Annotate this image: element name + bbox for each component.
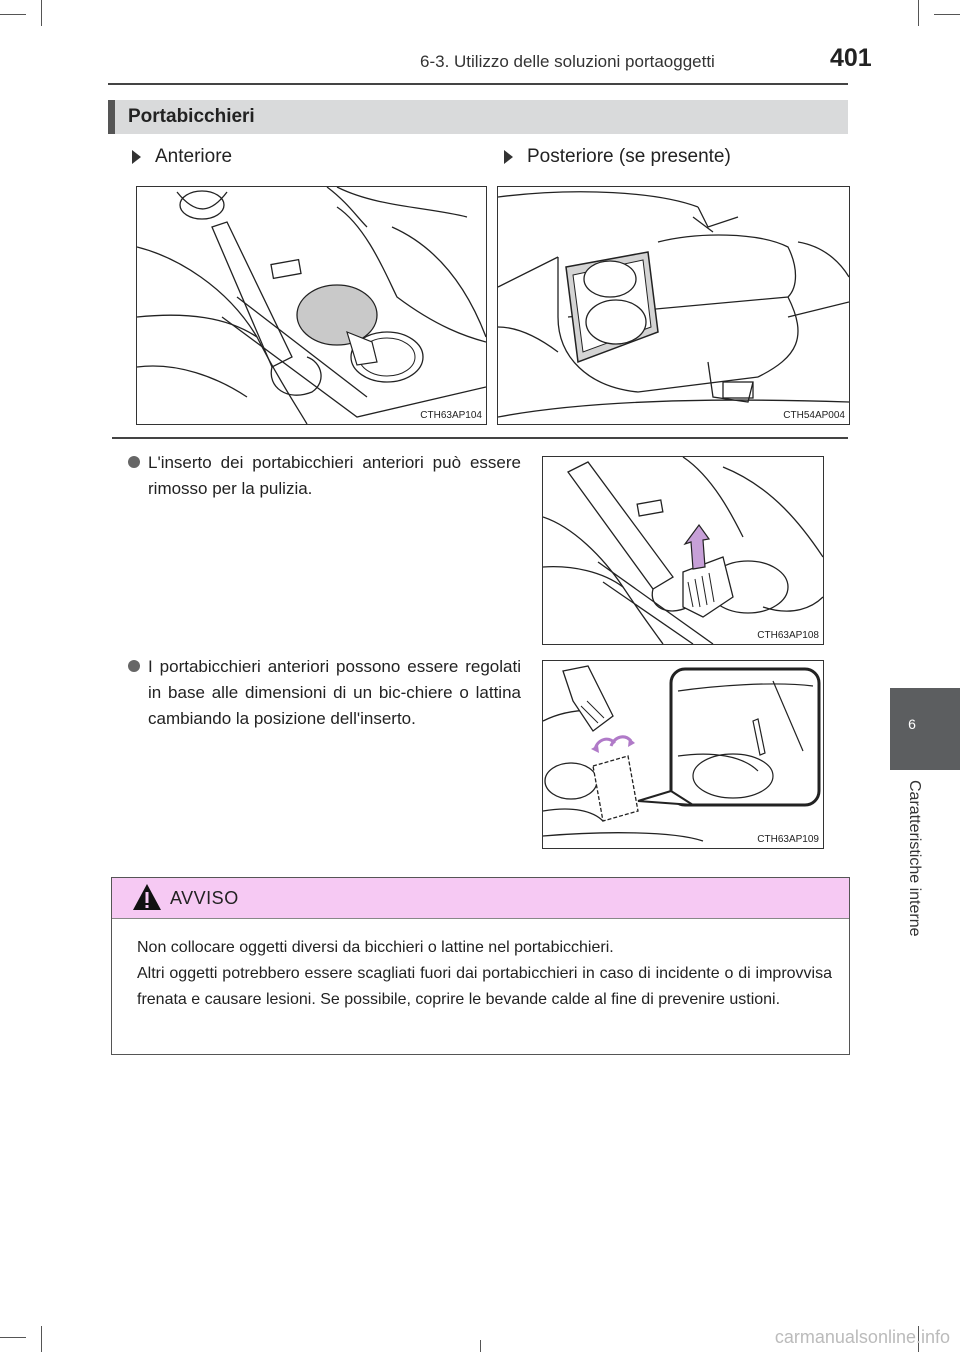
chapter-title-vertical [893, 780, 933, 980]
section-accent [108, 100, 115, 134]
warning-line: Altri oggetti potrebbero essere scagliati fuori dai portabicchieri in caso di incidente o di improvvisa frenata e causare lesioni. Se possibile, coprire le bevande calde al fine di prevenire ustioni. [137, 965, 832, 1008]
bullet-item-insert-removal [128, 450, 521, 502]
section-title: Portabicchieri [128, 106, 255, 127]
figure-code: CTH63AP109 [757, 834, 819, 845]
figure-rear-cupholder [497, 186, 850, 425]
chapter-number: 6 [908, 716, 916, 732]
triangle-bullet-icon [132, 150, 141, 164]
figure-front-cupholder [136, 186, 487, 425]
figure-code: CTH54AP004 [783, 410, 845, 421]
rear-cupholder-illustration [498, 187, 849, 424]
crop-mark [0, 1337, 26, 1338]
warning-triangle-icon [132, 883, 162, 911]
warning-title: AVVISO [170, 888, 239, 908]
bullet-text: L'inserto dei portabicchieri anteriori può essere rimosso per la pulizia. [148, 453, 521, 498]
warning-box [111, 877, 850, 1055]
bullet-item-insert-adjust [128, 654, 521, 732]
chapter-tab [890, 688, 960, 770]
figure-insert-adjust [542, 660, 824, 849]
bullet-dot-icon [128, 456, 140, 468]
front-cupholder-illustration [137, 187, 486, 424]
chapter-title: Caratteristiche interne [906, 780, 923, 937]
header-rule [108, 83, 848, 85]
bullet-text: I portabicchieri anteriori possono essere regolati in base alle dimensioni di un bic-chiere o lattina cambiando la posizione dell'inserto. [148, 657, 521, 728]
warning-line: Non collocare oggetti diversi da bicchieri o lattine nel portabicchieri. [137, 939, 614, 956]
insert-removal-illustration [543, 457, 823, 644]
warning-body [137, 935, 832, 1013]
crop-mark [918, 0, 919, 26]
crop-mark [480, 1340, 481, 1352]
front-label-text: Anteriore [155, 146, 233, 167]
rear-label [504, 146, 731, 168]
triangle-bullet-icon [504, 150, 513, 164]
rear-label-text: Posteriore (se presente) [527, 146, 731, 167]
crop-mark [41, 1326, 42, 1352]
section-divider [112, 437, 848, 439]
front-label [132, 146, 232, 168]
header-section-path: 6-3. Utilizzo delle soluzioni portaoggetti [420, 52, 715, 71]
page-number: 401 [830, 44, 872, 72]
section-heading-bar [108, 100, 848, 134]
watermark: carmanualsonline.info [774, 1327, 950, 1347]
crop-mark [934, 14, 960, 15]
figure-code: CTH63AP108 [757, 630, 819, 641]
bullet-dot-icon [128, 660, 140, 672]
insert-adjust-illustration [543, 661, 823, 848]
figure-code: CTH63AP104 [420, 410, 482, 421]
crop-mark [41, 0, 42, 26]
crop-mark [0, 14, 26, 15]
warning-header [112, 878, 849, 919]
figure-insert-removal [542, 456, 824, 645]
